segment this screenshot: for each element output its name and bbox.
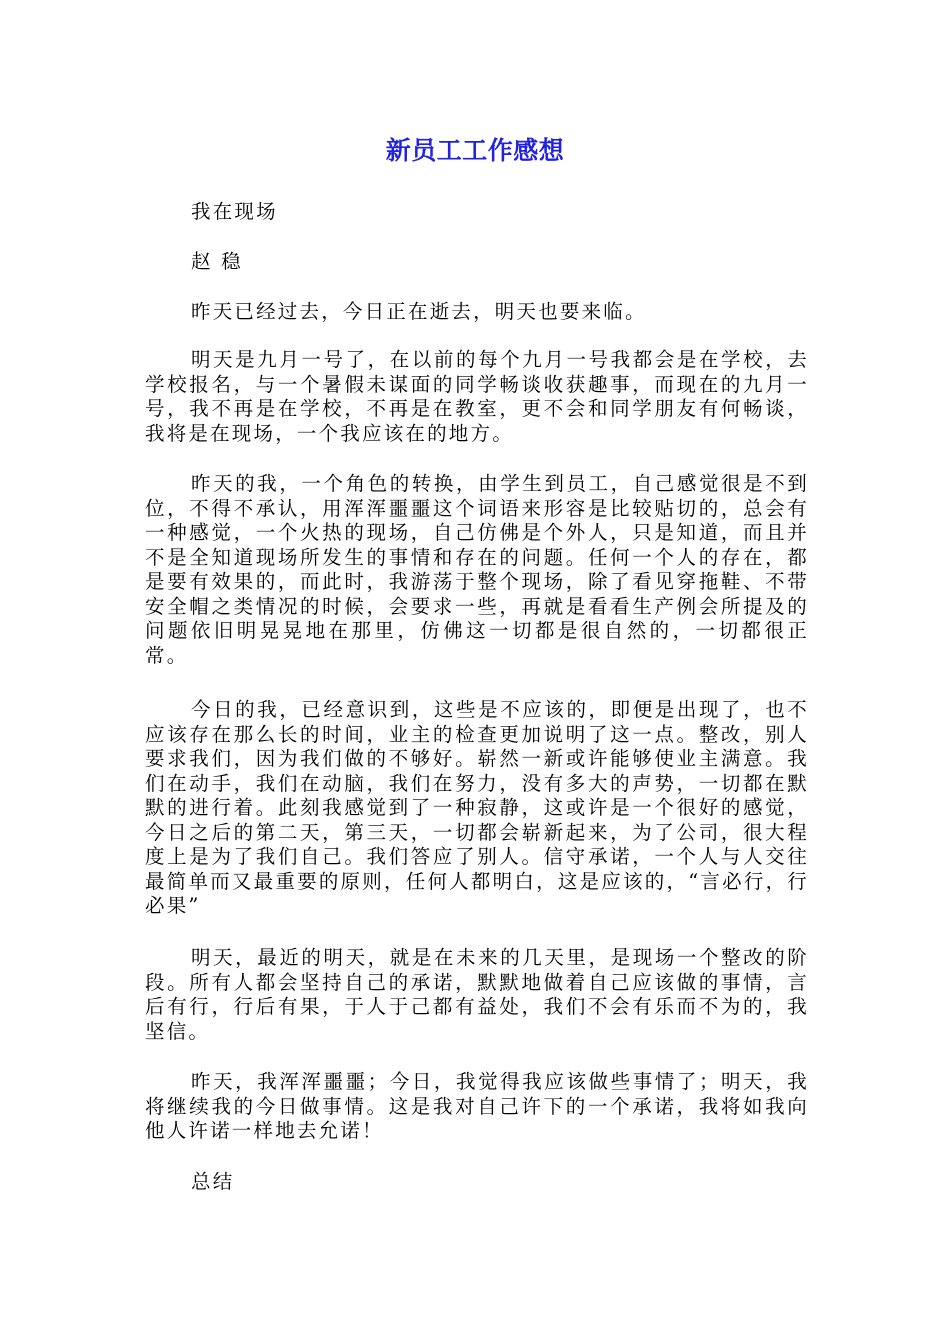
paragraph-4: 明天，最近的明天，就是在未来的几天里，是现场一个整改的阶段。所有人都会坚持自己的承诺，默默地做着自己应该做的事情，言后有行，行后有果，于人于己都有益处，我们不会有乐而不为的，我坚信。 (145, 946, 809, 1043)
paragraph-2: 昨天的我，一个角色的转换，由学生到员工，自己感觉很是不到位，不得不承认，用浑浑噩噩这个词语来形容是比较贴切的，总会有一种感觉，一个火热的现场，自己仿佛是个外人，只是知道，而且并不是全知道现场所发生的事情和存在的问题。任何一个人的存在，都是要有效果的，而此时，我游荡于整个现场，除了看见穿拖鞋、不带安全帽之类情况的时候，会要求一些，再就是看看生产例会所提及的问题依旧明晃晃地在那里，仿佛这一切都是很自然的，一切都很正常。 (145, 472, 809, 667)
intro-line: 昨天已经过去，今日正在逝去，明天也要来临。 (191, 300, 647, 323)
author-line: 赵 稳 (191, 250, 243, 273)
paragraph-3: 今日的我，已经意识到，这些是不应该的，即便是出现了，也不应该存在那么长的时间，业主的检查更加说明了这一点。整改，别人要求我们，因为我们做的不够好。崭然一新或许能够使业主满意。我们在动手，我们在动脑，我们在努力，没有多大的声势，一切都在默默的进行着。此刻我感觉到了一种寂静，这或许是一个很好的感觉，今日之后的第二天，第三天，一切都会崭新起来，为了公司，很大程度上是为了我们自己。我们答应了别人。信守承诺，一个人与人交往最简单而又最重要的原则，任何人都明白，这是应该的，“言必行，行必果” (145, 698, 809, 917)
summary-heading: 总结 (191, 1170, 235, 1193)
paragraph-1: 明天是九月一号了，在以前的每个九月一号我都会是在学校，去学校报名，与一个暑假未谋面的同学畅谈收获趣事，而现在的九月一号，我不再是在学校，不再是在教室，更不会和同学朋友有何畅谈，我将是在现场，一个我应该在的地方。 (145, 348, 809, 445)
document-title: 新员工工作感想 (385, 136, 565, 165)
paragraph-5: 昨天，我浑浑噩噩；今日，我觉得我应该做些事情了；明天，我将继续我的今日做事情。这是我对自己许下的一个承诺，我将如我向他人许诺一样地去允诺！ (145, 1070, 809, 1142)
subtitle-line: 我在现场 (191, 200, 278, 223)
